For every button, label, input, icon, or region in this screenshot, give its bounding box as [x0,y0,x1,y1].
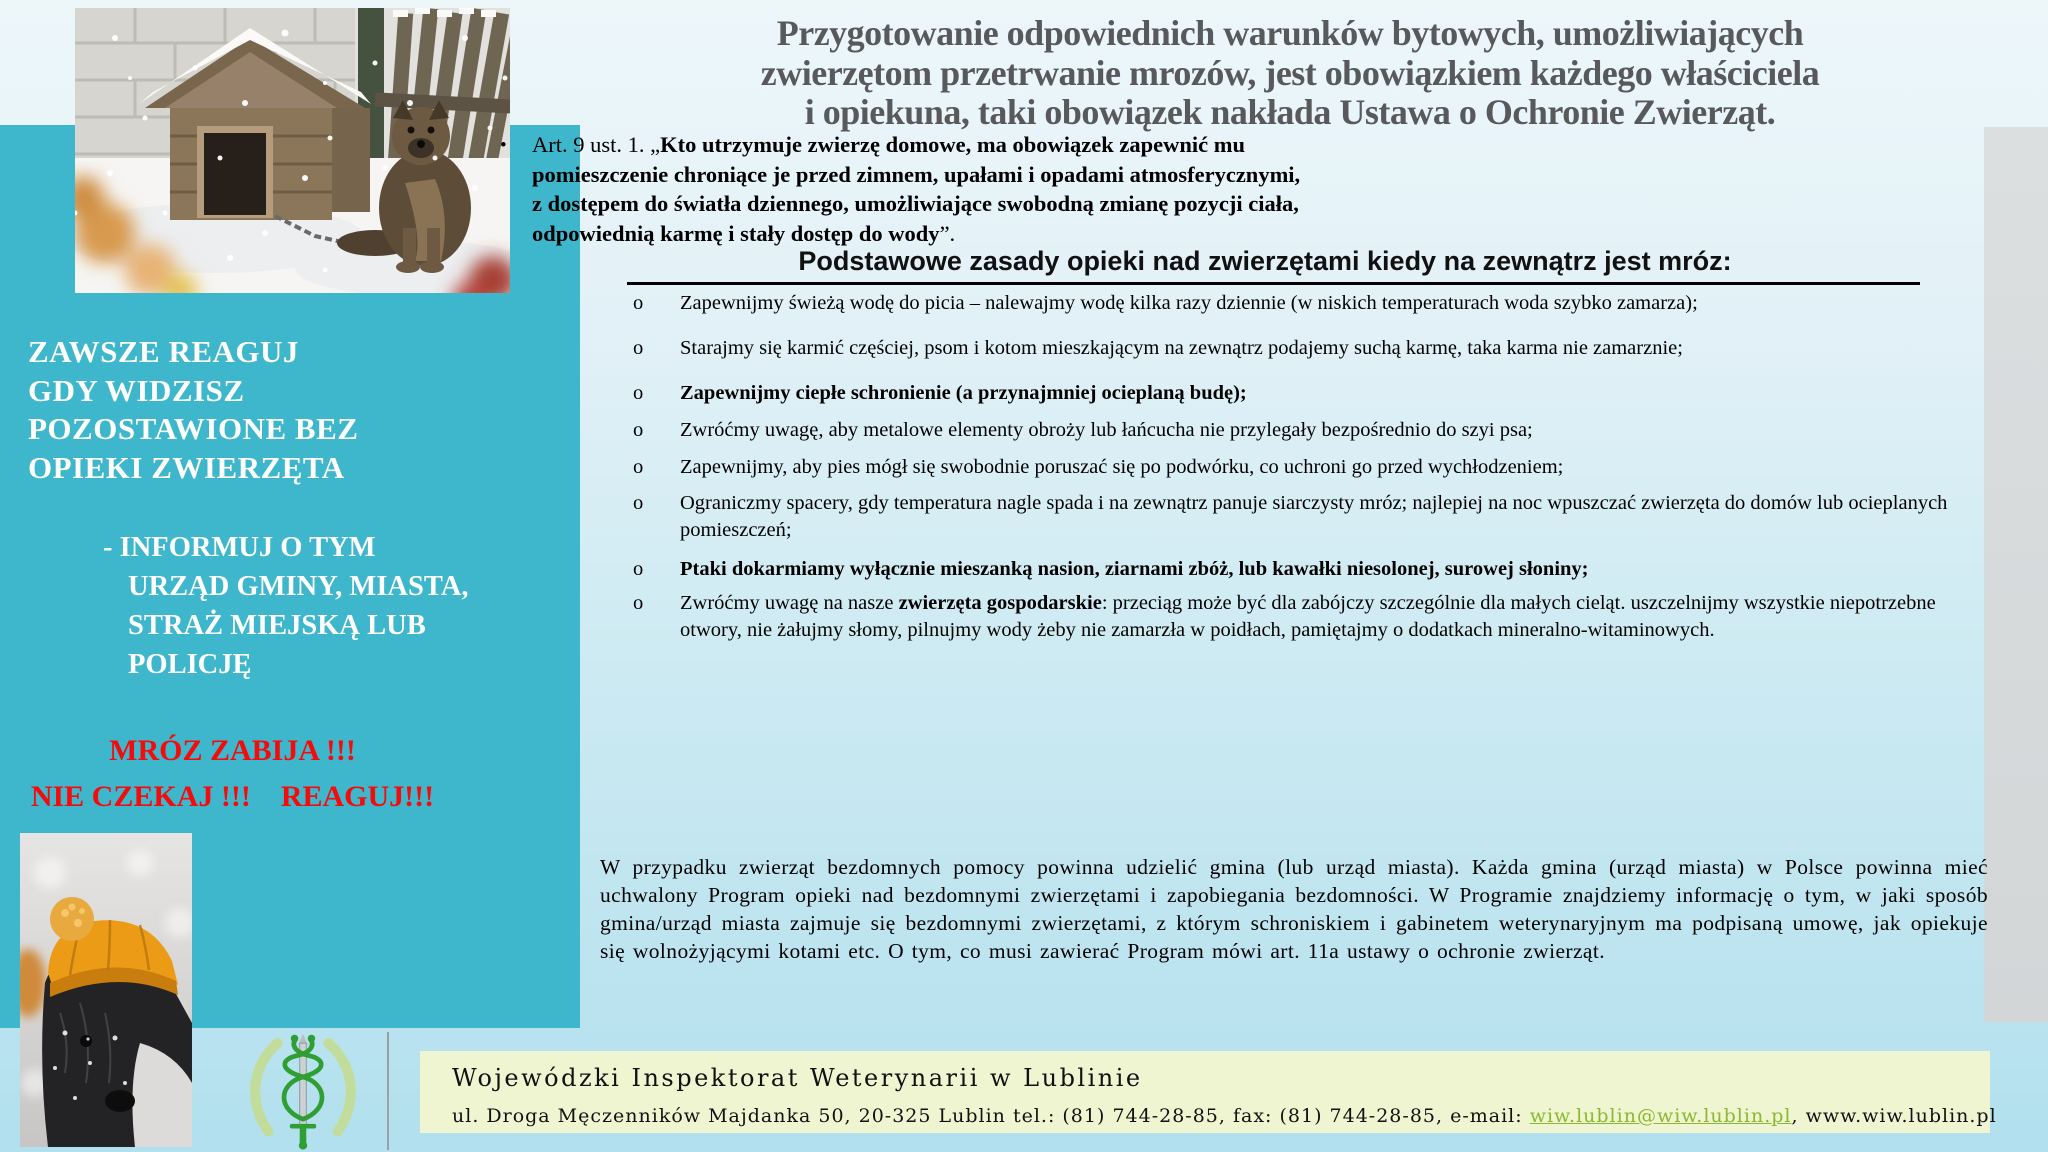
warning-line: GDY WIDZISZ [28,372,245,408]
law-quote-bullet [500,130,1300,248]
footer-organization: Wojewódzki Inspektorat Weterynarii w Lublinie [452,1064,1143,1092]
always-react-warning [28,333,358,487]
dog-in-winter-hat-photo [20,833,192,1147]
list-marker: o [633,337,644,359]
list-item: o Starajmy się karmić częściej, psom i kotom mieszkającym na zewnątrz podajemy suchą karmę, taka karma nie zamarznie; [633,335,1993,362]
law-line: pomieszczenie chroniące je przed zimnem, upałami i opadami atmosferycznymi, [532,161,1301,187]
list-item: o Ograniczmy spacery, gdy temperatura nagle spada i na zewnątrz panuje siarczysty mróz; najlepiej na noc wpuszczać zwierzęta do domów lub ocieplanych pomieszczeń; [633,490,1993,544]
law-line: odpowiednią karmę i stały dostęp do wody [532,220,940,246]
list-marker: o [633,456,644,478]
inform-instructions [103,528,468,684]
email-link[interactable]: wiw.lublin@wiw.lublin.pl [1529,1105,1792,1127]
law-suffix: ”. [939,220,956,246]
list-marker: o [633,558,644,580]
address-text: ul. Droga Męczenników Majdanka 50, 20-325 Lublin tel.: (81) 744-28-85, fax: (81) 744-28-85, e-mail: [452,1105,1530,1127]
frost-kills-alert [10,728,455,820]
list-marker: o [633,419,644,441]
chained-dog-photo [75,8,510,293]
footer-divider [387,1032,389,1150]
footer-address [452,1105,1997,1127]
title-line: zwierzętom przetrwanie mrozów, jest obowiązkiem każdego właściciela [760,52,1820,93]
vet-caduceus-icon [238,1030,368,1152]
right-gray-strip [1984,127,2048,1022]
list-item: o Zwróćmy uwagę na nasze zwierzęta gospodarskie: przeciąg może być dla zabójczy szczególnie dla małych cieląt. uszczelnijmy wszystkie niepotrzebne otwory, nie żałujmy słomy, pilnujmy wody żeby nie zamarzła w poidłach, pamiętajmy o dodatkach mineralno-witaminowych. [633,590,1993,644]
list-item: o Ptaki dokarmiamy wyłącznie mieszanką nasion, ziarnami zbóż, lub kawałki niesolonej, surowej słoniny; [633,556,1993,583]
list-marker: o [633,592,644,614]
list-item: o Zapewnijmy ciepłe schronienie (a przynajmniej ocieplaną budę); [633,380,1993,407]
inform-line: POLICJĘ [128,649,252,680]
homeless-animals-paragraph: W przypadku zwierząt bezdomnych pomocy powinna udzielić gmina (lub urząd miasta). Każda gmina (urząd miasta) w Polsce powinna mieć uchwalony Program opieki nad bezdomnymi zwierzętami i zapobiegania bezdomności. W Programie znajdziemy informację o tym, w jaki sposób gmina/urząd miasta zajmuje się bezdomnymi zwierzętami, z którym schroniskiem i gabinetem weterynaryjnym ma podpisaną umowę, jak opiekuje się wolnożyjącymi kotami etc. O tym, co musi zawierać Program mówi art. 11a ustawy o ochronie zwierząt. [600,855,1988,963]
law-line: z dostępem do światła dziennego, umożliwiające swobodną zmianę pozycji ciała, [532,191,1299,216]
alert-line-2: NIE CZEKAJ !!! REAGUJ!!! [30,780,435,813]
title-line: i opiekuna, taki obowiązek nakłada Ustawa o Ochronie Zwierząt. [804,92,1776,132]
rules-list [633,290,1993,654]
list-marker: o [633,492,644,514]
law-prefix: Art. 9 ust. 1. „ [532,132,661,157]
list-marker: o [633,292,644,314]
warning-line: POZOSTAWIONE BEZ [28,411,359,446]
inform-line: URZĄD GMINY, MIASTA, [128,571,469,602]
law-line: Kto utrzymuje zwierzę domowe, ma obowiązek zapewnić mu [660,132,1245,157]
warning-line: OPIEKI ZWIERZĘTA [28,449,345,485]
title-line: Przygotowanie odpowiednich warunków bytowych, umożliwiających [776,13,1804,53]
inform-line: - INFORMUJ O TYM [103,532,376,563]
warning-line: ZAWSZE REAGUJ [28,334,299,369]
list-marker: o [633,382,644,404]
bullet-icon: • [500,135,507,156]
list-item: o Zwróćmy uwagę, aby metalowe elementy obroży lub łańcucha nie przylegały bezpośrednio do szyi psa; [633,417,1993,444]
list-item: o Zapewnijmy, aby pies mógł się swobodnie poruszać się po podwórku, co uchroni go przed wychłodzeniem; [633,454,1993,481]
address-suffix: , www.wiw.lublin.pl [1791,1105,1997,1127]
rules-underline [627,282,1920,285]
list-item: o Zapewnijmy świeżą wodę do picia – nalewajmy wodę kilka razy dziennie (w niskich temperaturach woda szybko zamarza); [633,290,1993,317]
rules-heading: Podstawowe zasady opieki nad zwierzętami kiedy na zewnątrz jest mróz: [798,246,1732,276]
inform-line: STRAŻ MIEJSKĄ LUB [128,610,426,641]
alert-line-1: MRÓZ ZABIJA !!! [109,734,356,767]
page-title [615,14,1965,133]
vet-caduceus-logo [238,1030,368,1152]
